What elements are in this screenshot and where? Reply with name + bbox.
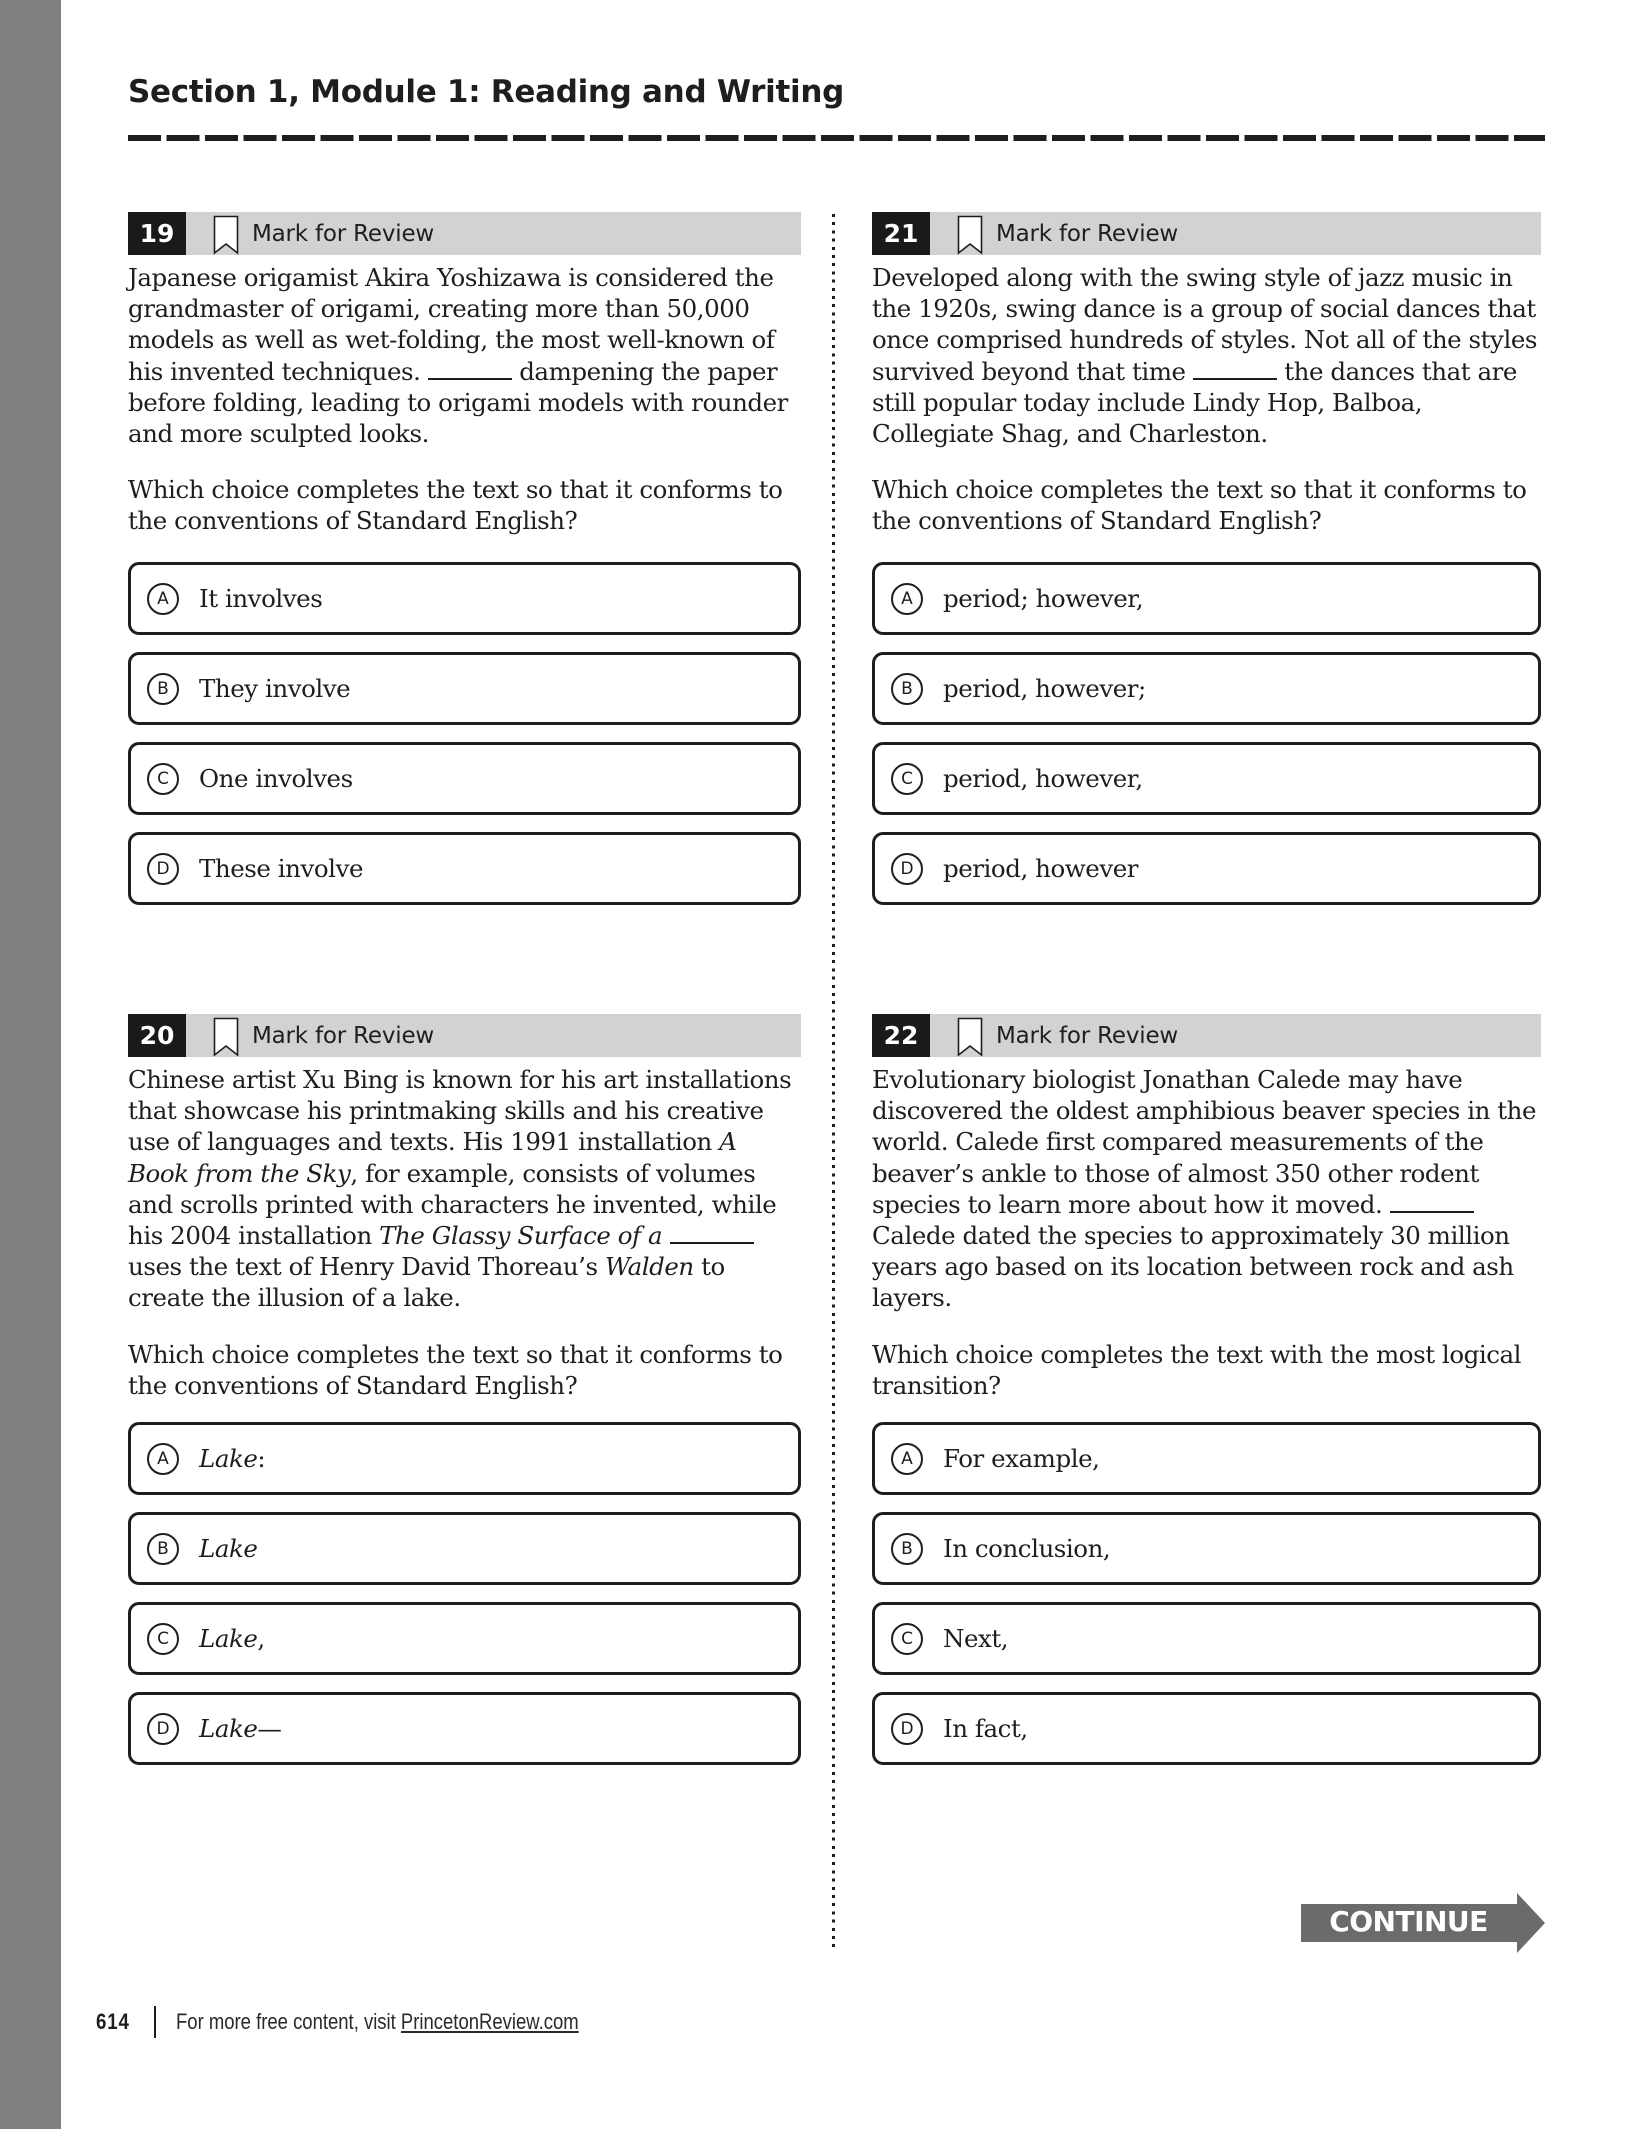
choice-text [199,1534,257,1563]
footer-text [176,2009,579,2035]
choice-text [199,764,353,793]
question-passage: Evolutionary biologist Jonathan Calede may have discovered the oldest amphibious beaver species in the world. Calede first compared measurements of the beaver’s ankle to those of almost 350 other rodent species to learn more about how it moved. Calede dated the species to approximately 30 million years ago based on its location between rock and ash layers. [872,1065,1537,1313]
question-22 [872,1014,1541,1774]
choice-plain-text: period, however [943,854,1139,883]
choice-text [943,674,1146,703]
choice-text [199,1714,281,1743]
italic-title: Walden [604,1252,694,1282]
page-title: Section 1, Module 1: Reading and Writing [128,74,845,110]
continue-button[interactable] [1296,1888,1546,1958]
answer-choice-d[interactable] [872,1692,1541,1765]
question-prompt: Which choice completes the text so that it conforms to the conventions of Standard English? [128,1340,783,1401]
choice-letter-icon: B [891,1533,923,1565]
bookmark-icon[interactable] [957,1017,983,1057]
answer-blank [428,358,512,380]
question-passage: Chinese artist Xu Bing is known for his art installations that showcase his printmaking skills and his creative use of languages and texts. His 1991 installation A Book from the Sky, for example, consists of volumes and scrolls printed with characters he invented, while his 2004 installation The Glassy Surface of a uses the text of Henry David Thoreau’s Walden to create the illusion of a lake. [128,1065,792,1313]
column-divider [832,214,835,1950]
question-passage: Developed along with the swing style of jazz music in the 1920s, swing dance is a group of social dances that once comprised hundreds of styles. Not all of the styles survived beyond that time the dances that are still popular today include Lindy Hop, Balboa, Collegiate Shag, and Charleston. [872,263,1538,449]
question-19 [128,212,801,912]
answer-blank [670,1222,754,1244]
choice-plain-text: : [257,1444,266,1473]
choice-plain-text: For example, [943,1444,1100,1473]
answer-choice-b[interactable] [872,652,1541,725]
choice-letter-icon: D [147,1713,179,1745]
choice-text [943,1624,1008,1653]
page-edge-bar [0,0,61,2129]
footer-prefix: For more free content, visit [176,2009,401,2034]
mark-for-review-toggle[interactable]: Mark for Review [996,220,1179,247]
question-prompt: Which choice completes the text with the most logical transition? [872,1340,1522,1401]
choice-text [943,1534,1110,1563]
choice-letter-icon: D [891,853,923,885]
question-prompt: Which choice completes the text so that it conforms to the conventions of Standard English? [128,475,783,536]
answer-blank [1193,358,1277,380]
choice-plain-text: period, however, [943,764,1143,793]
choice-plain-text: period; however, [943,584,1144,613]
answer-choice-c[interactable] [128,742,801,815]
choice-plain-text: Next, [943,1624,1009,1653]
choice-plain-text: One involves [199,764,353,793]
choice-plain-text: These involve [199,854,364,883]
choice-text [199,1624,265,1653]
answer-choice-c[interactable] [872,742,1541,815]
question-number: 22 [872,1014,930,1057]
question-header [128,1014,801,1057]
choice-letter-icon: C [891,1623,923,1655]
choice-italic-text: Lake [199,1714,258,1743]
choice-italic-text: Lake [199,1444,258,1473]
choice-plain-text: In fact, [943,1714,1028,1743]
choice-text [199,584,322,613]
answer-choice-a[interactable] [128,1422,801,1495]
footer-separator [154,2006,156,2038]
choice-text [199,1444,265,1473]
question-20 [128,1014,801,1774]
choice-letter-icon: C [147,1623,179,1655]
choice-text [943,854,1138,883]
footer-link[interactable]: PrincetonReview.com [400,2009,579,2034]
answer-choice-c[interactable] [128,1602,801,1675]
choice-plain-text: It involves [199,584,323,613]
bookmark-icon[interactable] [213,1017,239,1057]
title-dashed-rule [128,135,1545,141]
question-header [872,212,1541,255]
question-passage: Japanese origamist Akira Yoshizawa is considered the grandmaster of origami, creating more than 50,000 models as well as wet-folding, the most well-known of his invented techniques. dampening the paper before folding, leading to origami models with rounder and more sculpted looks. [128,263,788,449]
choice-letter-icon: D [891,1713,923,1745]
choice-letter-icon: A [891,1443,923,1475]
choice-italic-text: Lake [199,1624,258,1653]
question-prompt: Which choice completes the text so that it conforms to the conventions of Standard English? [872,475,1527,536]
question-21 [872,212,1541,912]
choice-letter-icon: B [891,673,923,705]
answer-choice-d[interactable] [872,832,1541,905]
question-header [872,1014,1541,1057]
answer-blank [1390,1191,1474,1213]
choice-plain-text: , [257,1624,265,1653]
choice-text [199,854,363,883]
choice-letter-icon: B [147,673,179,705]
choice-text [943,584,1143,613]
answer-choice-b[interactable] [128,652,801,725]
answer-choice-d[interactable] [128,832,801,905]
choice-letter-icon: C [891,763,923,795]
question-number: 21 [872,212,930,255]
question-header [128,212,801,255]
choice-plain-text: In conclusion, [943,1534,1111,1563]
choice-text [943,1714,1028,1743]
choice-letter-icon: A [891,583,923,615]
mark-for-review-toggle[interactable]: Mark for Review [252,1022,435,1049]
choice-text [943,1444,1099,1473]
choice-letter-icon: B [147,1533,179,1565]
answer-choice-a[interactable] [128,562,801,635]
answer-choice-a[interactable] [872,1422,1541,1495]
question-number: 19 [128,212,186,255]
bookmark-icon[interactable] [213,215,239,255]
question-number: 20 [128,1014,186,1057]
italic-title: The Glassy Surface of a [379,1221,663,1251]
answer-choice-a[interactable] [872,562,1541,635]
choice-plain-text: They involve [199,674,351,703]
choice-letter-icon: A [147,583,179,615]
choice-letter-icon: C [147,763,179,795]
answer-choice-b[interactable] [872,1512,1541,1585]
answer-choice-b[interactable] [128,1512,801,1585]
page-footer [96,2004,655,2040]
choice-plain-text: period, however; [943,674,1146,703]
page-number: 614 [96,2009,130,2034]
choice-text [943,764,1143,793]
italic-title: A Book from the Sky [128,1127,737,1188]
bookmark-icon[interactable] [957,215,983,255]
choice-italic-text: Lake [199,1534,258,1563]
answer-choice-c[interactable] [872,1602,1541,1675]
choice-letter-icon: D [147,853,179,885]
continue-label: CONTINUE [1329,1905,1488,1938]
choice-letter-icon: A [147,1443,179,1475]
mark-for-review-toggle[interactable]: Mark for Review [996,1022,1179,1049]
answer-choice-d[interactable] [128,1692,801,1765]
mark-for-review-toggle[interactable]: Mark for Review [252,220,435,247]
choice-text [199,674,350,703]
choice-plain-text: — [257,1714,282,1743]
